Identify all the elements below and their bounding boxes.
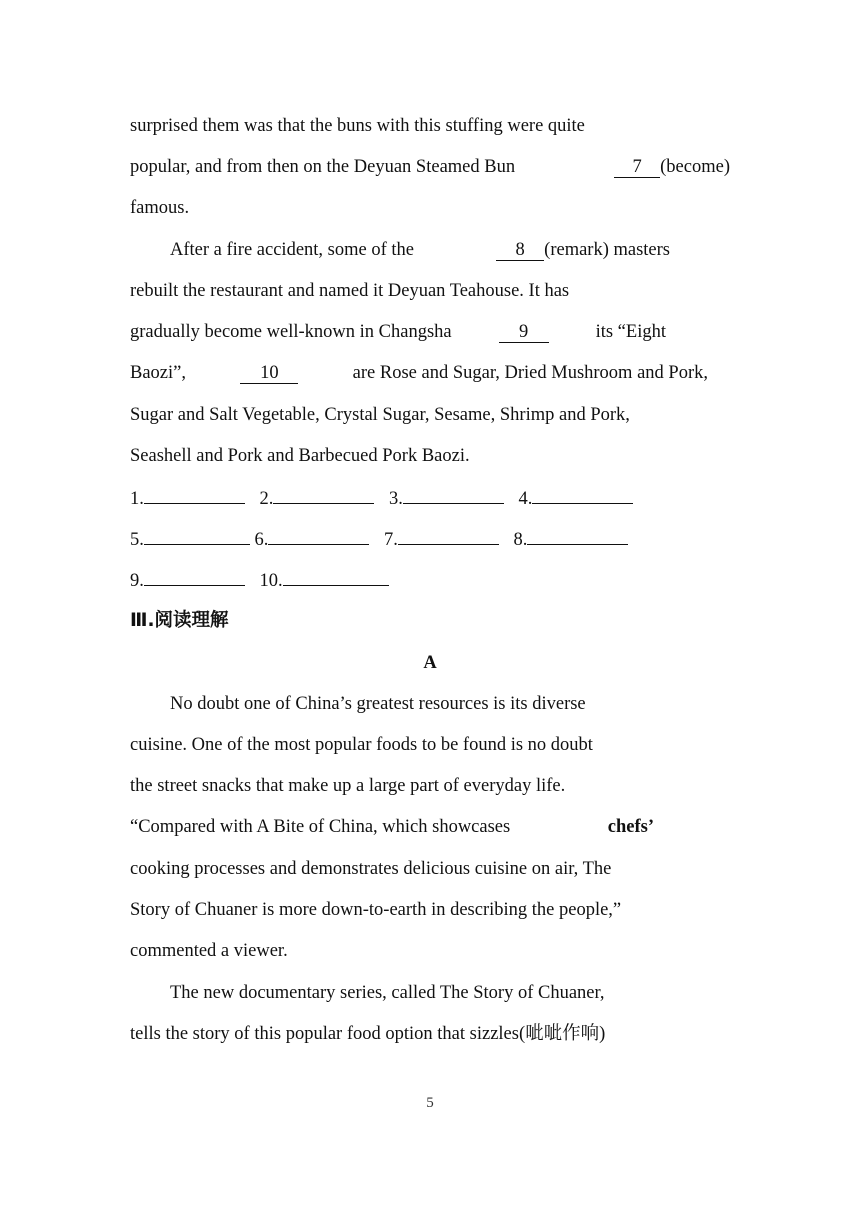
line-text: tells the story of this popular food option that sizzles(呲呲作响) <box>130 1024 606 1044</box>
answer-slot[interactable]: 3. <box>389 486 504 511</box>
answer-slot[interactable]: 2. <box>260 486 375 511</box>
blank-number: 7 <box>614 158 660 178</box>
text-line <box>130 733 697 757</box>
text-line <box>170 692 671 716</box>
text-line <box>130 361 708 385</box>
answer-slot[interactable]: 4. <box>519 486 634 511</box>
line-text: After a fire accident, some of the <box>170 240 414 260</box>
answer-slot[interactable]: 10. <box>260 568 389 593</box>
section-heading: Ⅲ.阅读理解 <box>130 610 229 631</box>
line-text: Story of Chuaner is more down-to-earth in describing the people,” <box>130 900 622 920</box>
text-line <box>130 815 654 839</box>
answer-slot[interactable]: 7. <box>384 527 499 552</box>
line-text: cuisine. One of the most popular foods to be found is no doubt <box>130 735 593 755</box>
text-line <box>130 898 719 922</box>
line-text: famous. <box>130 198 190 218</box>
line-text: are Rose and Sugar, Dried Mushroom and Pork, <box>352 363 708 383</box>
answer-row <box>130 486 633 511</box>
line-text: (remark) masters <box>544 240 670 260</box>
line-text: Seashell and Pork and Barbecued Pork Baozi. <box>130 446 470 466</box>
line-text: The new documentary series, called The Story of Chuaner, <box>170 983 605 1003</box>
answer-slot[interactable]: 6. <box>255 527 370 552</box>
answer-slot[interactable]: 1. <box>130 486 245 511</box>
answer-row <box>130 568 389 593</box>
passage-label: A <box>423 653 437 673</box>
line-text: surprised them was that the buns with this stuffing were quite <box>130 116 585 136</box>
line-text: Baozi”, <box>130 363 186 383</box>
answer-slot[interactable]: 8. <box>514 527 629 552</box>
text-line <box>130 279 657 303</box>
page-number: 5 <box>426 1095 434 1111</box>
text-line <box>130 196 730 220</box>
text-line <box>130 155 730 179</box>
text-line <box>130 114 730 138</box>
answer-row <box>130 527 628 552</box>
text-line <box>130 444 730 468</box>
line-text: the street snacks that make up a large part of everyday life. <box>130 776 566 796</box>
bold-word: chefs’ <box>607 817 654 837</box>
text-line <box>130 774 662 798</box>
fill-blank-7 <box>614 155 730 179</box>
answer-slot[interactable]: 9. <box>130 568 245 593</box>
text-line <box>130 939 730 963</box>
line-text: cooking processes and demonstrates delicious cuisine on air, The <box>130 859 612 879</box>
text-line <box>130 403 726 427</box>
text-line <box>170 981 685 1005</box>
blank-number: 8 <box>496 241 544 261</box>
line-text: “Compared with A Bite of China, which showcases <box>130 817 511 837</box>
fill-blank-9: 9 <box>499 323 549 343</box>
fill-blank-8 <box>496 238 670 262</box>
line-text: (become) <box>660 157 730 177</box>
text-line <box>130 320 666 344</box>
line-text: rebuilt the restaurant and named it Deyuan Teahouse. It has <box>130 281 570 301</box>
line-text: gradually become well-known in Changsha <box>130 322 452 342</box>
line-text: commented a viewer. <box>130 941 288 961</box>
line-text: its “Eight <box>595 322 666 342</box>
line-text: Sugar and Salt Vegetable, Crystal Sugar, Sesame, Shrimp and Pork, <box>130 405 630 425</box>
text-line <box>130 857 697 881</box>
line-text: No doubt one of China’s greatest resources is its diverse <box>170 694 586 714</box>
fill-blank-10: 10 <box>240 364 298 384</box>
text-line <box>130 1022 692 1046</box>
text-line <box>170 238 670 262</box>
answer-slot[interactable]: 5. <box>130 527 250 552</box>
line-text: popular, and from then on the Deyuan Steamed Bun <box>130 157 516 177</box>
